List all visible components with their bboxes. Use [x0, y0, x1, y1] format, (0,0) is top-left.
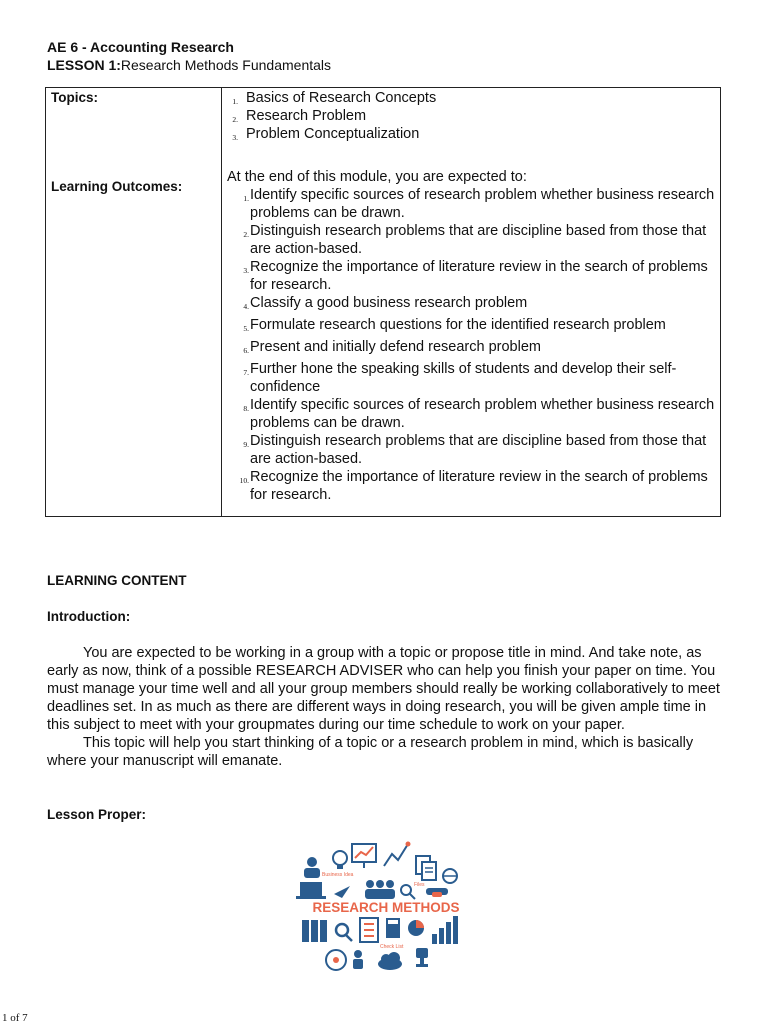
laptop-icon	[296, 882, 326, 899]
lesson-proper-heading: Lesson Proper:	[47, 807, 147, 822]
item-number: 7.	[243, 368, 249, 377]
topics-list	[226, 89, 436, 143]
list-item	[226, 107, 436, 125]
list-item	[234, 186, 724, 222]
table-divider	[221, 88, 222, 516]
growth-chart-icon	[384, 842, 411, 867]
learning-content-heading: LEARNING CONTENT	[47, 573, 187, 588]
bar-chart-icon	[432, 916, 458, 944]
paragraph: This topic will help you start thinking of a topic or a research problem in mind, which is basically where your manuscript will emanate.	[47, 735, 694, 769]
list-item	[234, 468, 724, 504]
list-item	[234, 258, 724, 294]
trophy-icon	[416, 948, 428, 967]
outcomes-label: Learning Outcomes:	[51, 179, 183, 194]
presentation-board-icon	[352, 844, 376, 868]
introduction-body	[47, 644, 727, 770]
item-text: Classify a good business research problem	[250, 295, 528, 311]
paragraph: You are expected to be working in a group with a topic or propose title in mind. And take note, as early as now, think of a possible RESEARCH ADVISER who can help you finish your paper on time. You must manage your time well and all your group members should really be working collaboratively to meet deadlines set. In as much as there are different ways in doing research, you will be given ample time in this subject to meet with your groupmates during our time schedule to work on your paper.	[47, 645, 720, 733]
introduction-heading: Introduction:	[47, 609, 131, 624]
item-text: Recognize the importance of literature review in the search of problems for research.	[250, 259, 708, 293]
course-title: AE 6 - Accounting Research	[47, 39, 234, 55]
item-text: Present and initially defend research problem	[250, 339, 541, 355]
item-text: Formulate research questions for the identified research problem	[250, 317, 666, 333]
item-number: 8.	[243, 404, 249, 413]
lesson-name: Research Methods Fundamentals	[120, 57, 332, 73]
lightbulb-icon	[333, 851, 347, 869]
list-item	[234, 294, 724, 316]
list-item	[234, 432, 724, 468]
pie-chart-icon	[408, 920, 424, 936]
list-item	[226, 125, 436, 143]
cloud-icon	[378, 952, 402, 970]
files-label: Files	[414, 882, 425, 888]
outcomes-list	[234, 186, 724, 504]
search-icon	[336, 924, 352, 941]
checklist-icon	[360, 918, 378, 942]
overview-table	[45, 87, 721, 517]
business-idea-icon	[304, 857, 320, 878]
item-text: Distinguish research problems that are discipline based from those that are action-based.	[250, 223, 707, 257]
item-number: 4.	[243, 302, 249, 311]
item-text: Distinguish research problems that are discipline based from those that are action-based.	[250, 433, 707, 467]
item-text: Research Problem	[246, 108, 367, 124]
item-text: Recognize the importance of literature review in the search of problems for research.	[250, 469, 708, 503]
item-number: 3.	[232, 133, 238, 142]
topics-label: Topics:	[51, 90, 98, 105]
item-number: 2.	[232, 115, 238, 124]
item-number: 1.	[243, 194, 249, 203]
handshake-icon	[426, 888, 448, 897]
graphic-title: RESEARCH METHODS	[312, 900, 460, 915]
item-number: 6.	[243, 346, 249, 355]
person-icon	[353, 950, 363, 969]
item-number: 3.	[243, 266, 249, 275]
team-icon	[365, 880, 395, 899]
lesson-label: LESSON 1:	[47, 57, 121, 73]
item-number: 9.	[243, 440, 249, 449]
item-text: Basics of Research Concepts	[246, 90, 437, 106]
item-text: Identify specific sources of research problem whether business research problems can be drawn.	[250, 187, 715, 221]
list-item	[226, 89, 436, 107]
calculator-icon	[386, 918, 400, 938]
list-item	[234, 222, 724, 258]
list-item	[234, 316, 724, 338]
list-item	[234, 396, 724, 432]
list-item	[234, 360, 724, 396]
globe-icon	[443, 869, 457, 883]
list-item	[234, 338, 724, 360]
item-text: Identify specific sources of research problem whether business research problems can be drawn.	[250, 397, 715, 431]
business-idea-label: Business Idea	[322, 872, 354, 878]
item-number: 2.	[243, 230, 249, 239]
outcomes-intro: At the end of this module, you are expected to:	[227, 169, 527, 185]
head-gear-icon	[326, 950, 346, 970]
item-text: Problem Conceptualization	[246, 126, 420, 142]
binders-icon	[302, 920, 327, 942]
magnifier-icon	[401, 885, 415, 899]
item-number: 10.	[239, 476, 249, 485]
check-list-label: Check List	[380, 944, 404, 950]
paper-plane-icon	[334, 886, 350, 898]
item-text: Further hone the speaking skills of students and develop their self-confidence	[250, 361, 677, 395]
research-methods-graphic	[288, 836, 484, 988]
item-number: 1.	[232, 97, 238, 106]
documents-icon	[416, 856, 436, 880]
page-number: 1 of 7	[2, 1012, 28, 1024]
item-number: 5.	[243, 324, 249, 333]
lesson-title	[47, 56, 331, 74]
